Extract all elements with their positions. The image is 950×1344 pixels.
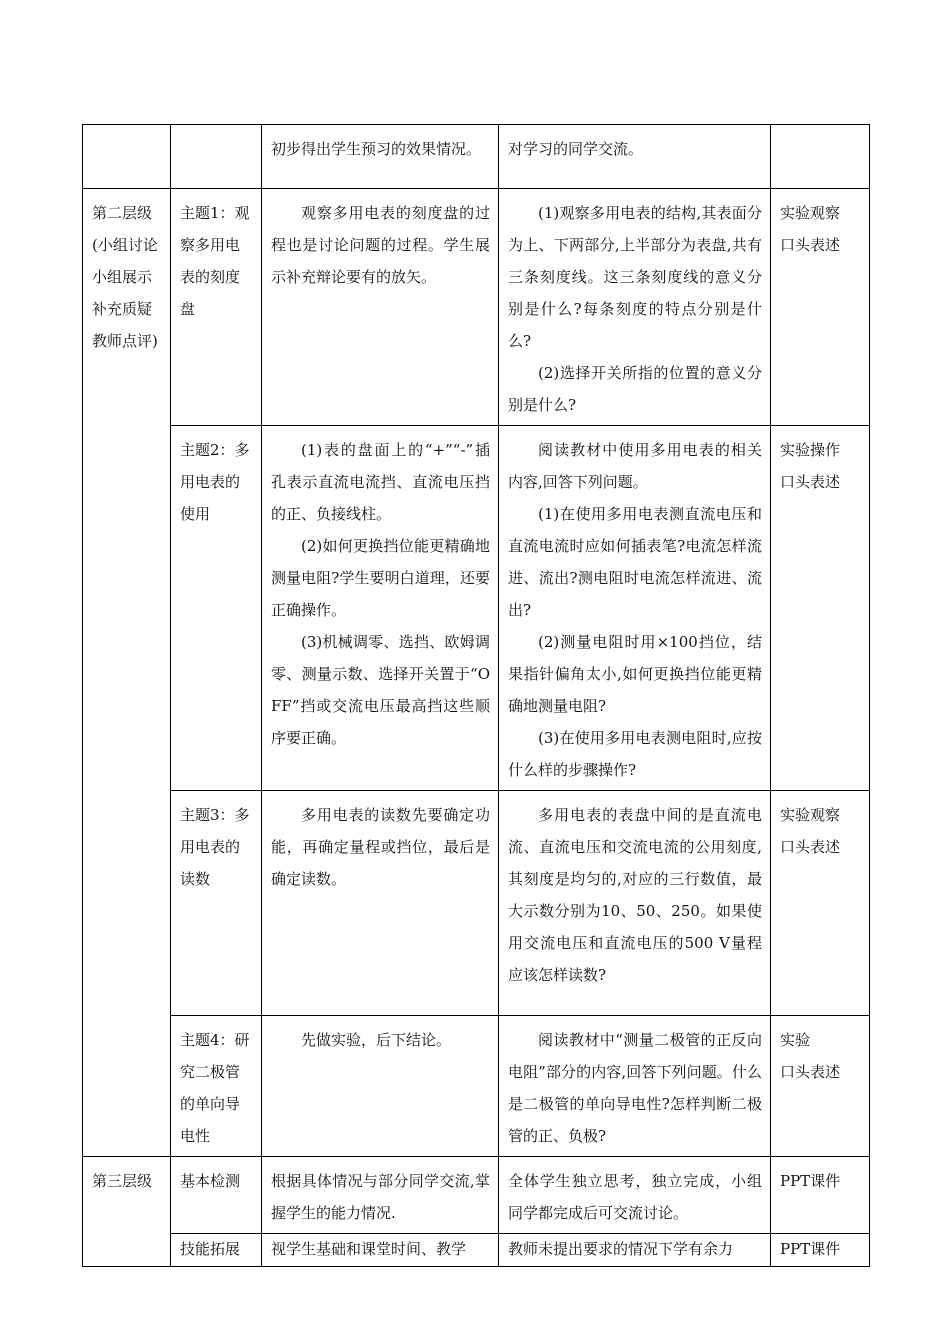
student-activity-cell bbox=[499, 125, 771, 189]
table-row bbox=[83, 189, 870, 426]
teacher-activity-cell bbox=[262, 426, 499, 791]
method-text: 实验操作 bbox=[780, 441, 841, 459]
level-text: 第三层级 bbox=[92, 1172, 153, 1190]
teacher-activity-cell bbox=[262, 125, 499, 189]
teacher-text: 根据具体情况与部分同学交流,掌握学生的能力情况. bbox=[271, 1172, 490, 1222]
topic-cell bbox=[171, 1016, 262, 1157]
method-cell bbox=[771, 1157, 870, 1234]
topic-cell bbox=[171, 125, 262, 189]
student-text: (1)观察多用电表的结构,其表面分为上、下两部分,上半部分为表盘,共有三条刻度线。这三条刻度线的意义分别是什么?每条刻度的特点分别是什么? bbox=[508, 204, 762, 350]
student-text: 对学习的同学交流。 bbox=[508, 140, 644, 158]
teacher-text: 视学生基础和课堂时间、教学 bbox=[271, 1240, 467, 1258]
student-text: 阅读教材中使用多用电表的相关内容,回答下列问题。 bbox=[508, 441, 762, 491]
teacher-activity-cell bbox=[262, 189, 499, 426]
teacher-text: (3)机械调零、选挡、欧姆调零、测量示数、选择开关置于“OFF”挡或交流电压最高挡这些顺序要正确。 bbox=[271, 633, 490, 747]
student-text: (2)测量电阻时用×100挡位，结果指针偏角太小,如何更换挡位能更精确地测量电阻? bbox=[508, 633, 762, 715]
method-text: 口头表述 bbox=[780, 1063, 841, 1081]
level-cell bbox=[83, 125, 171, 189]
student-text: (3)在使用多用电表测电阻时,应按什么样的步骤操作? bbox=[508, 729, 762, 779]
topic-cell bbox=[171, 791, 262, 1016]
topic-text: 主题4：研究二极管的单向导电性 bbox=[180, 1031, 250, 1145]
table-row bbox=[83, 791, 870, 1016]
student-activity-cell bbox=[499, 426, 771, 791]
teacher-text: 先做实验，后下结论。 bbox=[301, 1031, 452, 1049]
teacher-activity-cell bbox=[262, 791, 499, 1016]
topic-text: 主题3：多用电表的读数 bbox=[180, 806, 250, 888]
method-cell bbox=[771, 1234, 870, 1267]
topic-text: 基本检测 bbox=[180, 1172, 241, 1190]
teacher-text: (1)表的盘面上的“+”“-”插孔表示直流电流挡、直流电压挡的正、负接线柱。 bbox=[271, 441, 490, 523]
topic-cell bbox=[171, 426, 262, 791]
student-text: (2)选择开关所指的位置的意义分别是什么? bbox=[508, 364, 762, 414]
method-text: 实验观察 bbox=[780, 204, 841, 222]
student-activity-cell bbox=[499, 1157, 771, 1234]
level-text: 第二层级(小组讨论 小组展示补充质疑 教师点评) bbox=[92, 204, 158, 350]
student-text: 全体学生独立思考，独立完成，小组同学都完成后可交流讨论。 bbox=[508, 1172, 762, 1222]
lesson-plan-table bbox=[82, 124, 870, 1267]
method-text: 口头表述 bbox=[780, 838, 841, 856]
method-text: 口头表述 bbox=[780, 473, 841, 491]
teacher-text: (2)如何更换挡位能更精确地测量电阻?学生要明白道理，还要正确操作。 bbox=[271, 537, 490, 619]
table-row bbox=[83, 125, 870, 189]
table-row bbox=[83, 1016, 870, 1157]
method-text: 实验观察 bbox=[780, 806, 841, 824]
level-cell bbox=[83, 1157, 171, 1267]
topic-text: 主题1：观察多用电表的刻度盘 bbox=[180, 204, 250, 318]
method-text: PPT课件 bbox=[780, 1240, 841, 1258]
teacher-text: 多用电表的读数先要确定功能，再确定量程或挡位，最后是确定读数。 bbox=[271, 806, 490, 888]
student-activity-cell bbox=[499, 1016, 771, 1157]
student-text: 教师未提出要求的情况下学有余力 bbox=[508, 1240, 734, 1258]
method-cell bbox=[771, 791, 870, 1016]
method-text: PPT课件 bbox=[780, 1172, 841, 1190]
level-cell bbox=[83, 189, 171, 1157]
teacher-text: 观察多用电表的刻度盘的过程也是讨论问题的过程。学生展示补充辩论要有的放矢。 bbox=[271, 204, 490, 286]
method-cell bbox=[771, 189, 870, 426]
student-activity-cell bbox=[499, 189, 771, 426]
teacher-activity-cell bbox=[262, 1234, 499, 1267]
topic-text: 技能拓展 bbox=[180, 1240, 241, 1258]
method-cell bbox=[771, 125, 870, 189]
topic-cell bbox=[171, 1234, 262, 1267]
teacher-activity-cell bbox=[262, 1157, 499, 1234]
table-row bbox=[83, 1234, 870, 1267]
student-activity-cell bbox=[499, 791, 771, 1016]
student-activity-cell bbox=[499, 1234, 771, 1267]
topic-text: 主题2：多用电表的使用 bbox=[180, 441, 250, 523]
topic-cell bbox=[171, 1157, 262, 1234]
student-text: 阅读教材中“测量二极管的正反向电阻”部分的内容,回答下列问题。什么是二极管的单向导电性?怎样判断二极管的正、负极? bbox=[508, 1031, 762, 1145]
method-text: 口头表述 bbox=[780, 236, 841, 254]
student-text: 多用电表的表盘中间的是直流电流、直流电压和交流电流的公用刻度,其刻度是均匀的,对应的三行数值，最大示数分别为10、50、250。如果使用交流电压和直流电压的500 V量程应该怎样读数? bbox=[508, 806, 762, 984]
table-row bbox=[83, 1157, 870, 1234]
method-cell bbox=[771, 1016, 870, 1157]
teacher-text: 初步得出学生预习的效果情况。 bbox=[271, 140, 482, 158]
method-text: 实验 bbox=[780, 1031, 811, 1049]
table-row bbox=[83, 426, 870, 791]
student-text: (1)在使用多用电表测直流电压和直流电流时应如何插表笔?电流怎样流进、流出?测电阻时电流怎样流进、流出? bbox=[508, 505, 762, 619]
topic-cell bbox=[171, 189, 262, 426]
method-cell bbox=[771, 426, 870, 791]
teacher-activity-cell bbox=[262, 1016, 499, 1157]
